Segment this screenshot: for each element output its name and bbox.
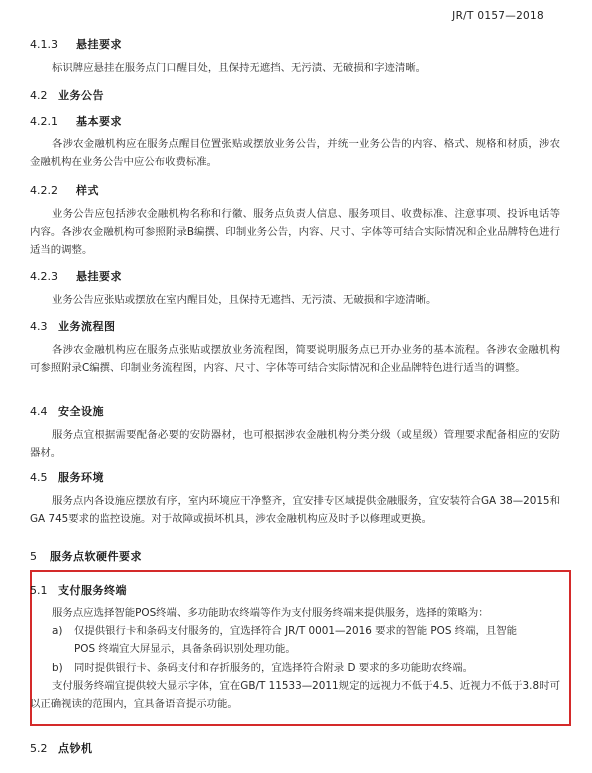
heading-number: 4.5 (30, 471, 48, 484)
paragraph-4-1-3: 标识牌应悬挂在服务点门口醒目处，且保持无遮挡、无污渍、无破损和字迹清晰。 (52, 62, 427, 74)
heading-title: 悬挂要求 (76, 38, 122, 51)
heading-title: 支付服务终端 (58, 584, 127, 597)
heading-4-5 (30, 469, 104, 485)
heading-number: 4.3 (30, 320, 48, 333)
heading-title: 安全设施 (58, 405, 104, 418)
heading-4-4 (30, 403, 104, 419)
paragraph-4-4: 服务点宜根据需要配备必要的安防器材，也可根据涉农金融机构分类分级（或星级）管理要求配备相应的安防器材。 (30, 429, 560, 459)
heading-title: 悬挂要求 (76, 270, 122, 283)
heading-title: 样式 (76, 184, 99, 197)
heading-number: 4.4 (30, 405, 48, 418)
heading-5 (30, 548, 142, 564)
heading-5-1 (30, 582, 127, 598)
heading-number: 4.2.3 (30, 270, 58, 283)
heading-title: 服务环境 (58, 471, 104, 484)
heading-title: 业务流程图 (58, 320, 116, 333)
heading-title: 基本要求 (76, 115, 122, 128)
list-item-b (52, 659, 560, 677)
standard-code: JR/T 0157—2018 (452, 10, 544, 22)
heading-number: 5.2 (30, 742, 48, 755)
paragraph-4-2-3: 业务公告应张贴或摆放在室内醒目处，且保持无遮挡、无污渍、无破损和字迹清晰。 (52, 294, 437, 306)
heading-number: 4.2.2 (30, 184, 58, 197)
heading-number: 4.1.3 (30, 38, 58, 51)
heading-4-1-3 (30, 36, 122, 52)
list-text: 同时提供银行卡、条码支付和存折服务的，宜选择符合附录 D 要求的多功能助农终端。 (74, 662, 474, 674)
paragraph-4-3: 各涉农金融机构应在服务点张贴或摆放业务流程图，简要说明服务点已开办业务的基本流程。各涉农金融机构可参照附录C编撰、印制业务流程图，内容、尺寸、字体等可结合实际情况和企业品牌特色进行适当的调整。 (30, 344, 560, 374)
paragraph-4-2-2: 业务公告应包括涉农金融机构名称和行徽、服务点负责人信息、服务项目、收费标准、注意事项、投诉电话等内容。各涉农金融机构可参照附录B编撰、印制业务公告，内容、尺寸、字体等可结合实际情况和企业品牌特色进行适当的调整。 (30, 208, 560, 256)
list-marker: b) (52, 662, 63, 674)
list-text-line-2: POS 终端宜大屏显示，具备条码识别处理功能。 (74, 643, 296, 655)
heading-number: 5.1 (30, 584, 48, 597)
heading-title: 业务公告 (58, 89, 104, 102)
list-marker: a) (52, 625, 63, 637)
heading-number: 5 (30, 550, 37, 563)
paragraph-5-1-outro: 支付服务终端宜提供较大显示字体，宜在GB/T 11533—2011规定的远视力不低于4.5、近视力不低于3.8时可以正确视读的范围内，宜具备语音提示功能。 (30, 680, 560, 710)
heading-4-2-3 (30, 268, 122, 284)
heading-4-2-2 (30, 182, 99, 198)
heading-number: 4.2.1 (30, 115, 58, 128)
heading-title: 服务点软硬件要求 (50, 550, 142, 563)
paragraph-4-5: 服务点内各设施应摆放有序，室内环境应干净整齐，宜安排专区域提供金融服务，宜安装符合GA 38—2015和GA 745要求的监控设施。对于故障或损坏机具，涉农金融机构应及时予以修理或更换。 (30, 495, 560, 525)
heading-title: 点钞机 (58, 742, 93, 755)
list-text-line-1: 仅提供银行卡和条码支付服务的，宜选择符合 JR/T 0001—2016 要求的智能 POS 终端，且智能 (74, 625, 518, 637)
heading-number: 4.2 (30, 89, 48, 102)
paragraph-4-2-1: 各涉农金融机构应在服务点醒目位置张贴或摆放业务公告，并统一业务公告的内容、格式、规格和材质，涉农金融机构在业务公告中应公布收费标准。 (30, 138, 560, 168)
heading-5-2 (30, 740, 93, 756)
heading-4-3 (30, 318, 116, 334)
heading-4-2-1 (30, 113, 122, 129)
list-item-a (52, 622, 560, 658)
heading-4-2 (30, 87, 104, 103)
paragraph-5-1-intro: 服务点应选择智能POS终端、多功能助农终端等作为支付服务终端来提供服务，选择的策略为： (52, 607, 489, 619)
